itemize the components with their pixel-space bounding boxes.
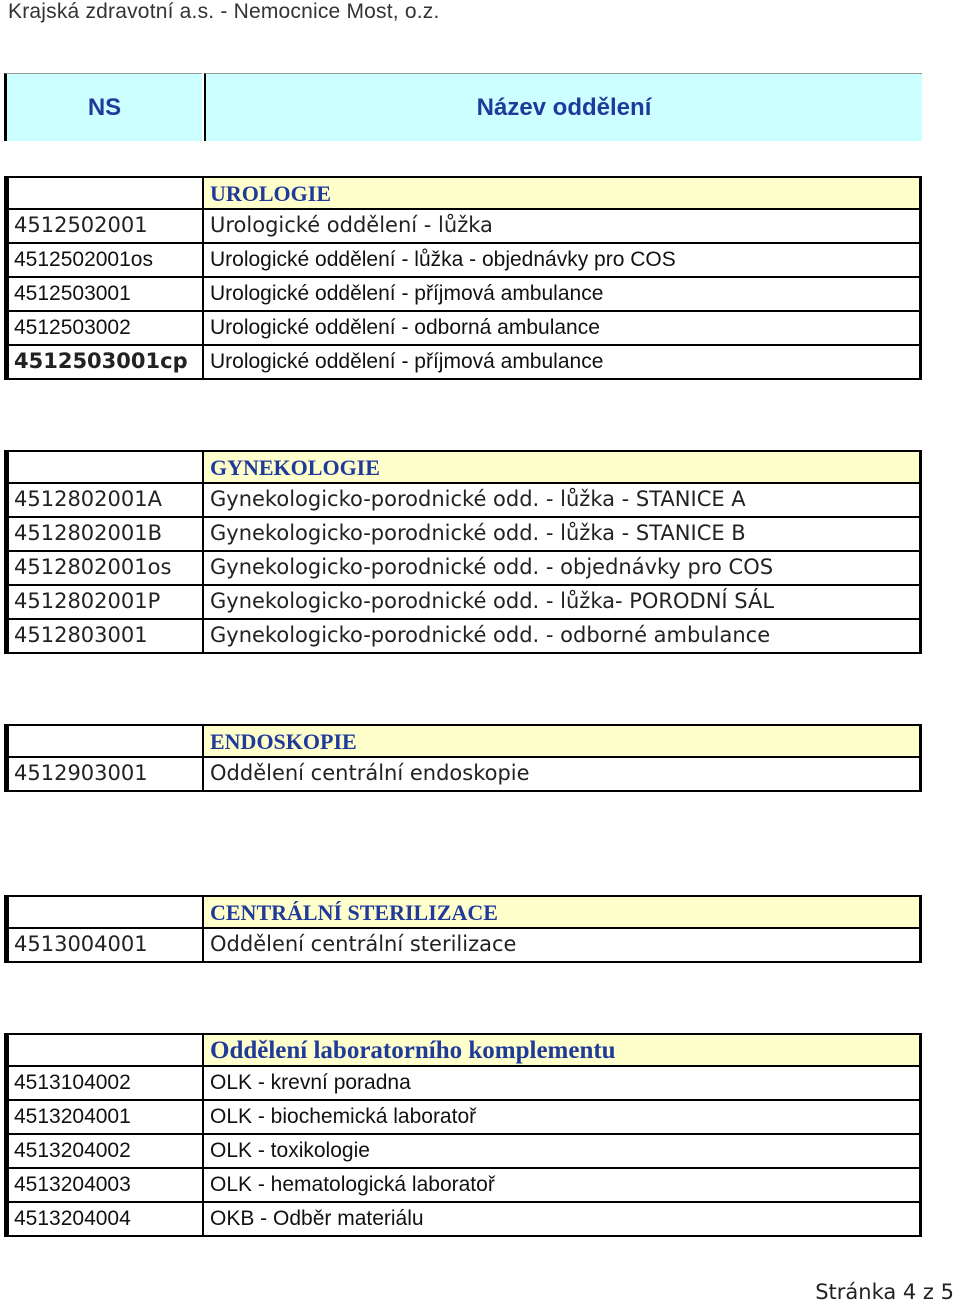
row-code: 4512803001 [4,620,202,654]
header-department-name: Název oddělení [204,73,922,141]
section-title: ENDOSKOPIE [202,724,922,758]
row-name: OLK - hematologická laboratoř [202,1169,922,1203]
table-row [4,758,922,792]
header-ns: NS [4,73,202,141]
table-row [4,1135,922,1169]
row-name: Gynekologicko-porodnické odd. - odborné ambulance [202,620,922,654]
table-row [4,1101,922,1135]
row-name: OLK - toxikologie [202,1135,922,1169]
row-name: OLK - krevní poradna [202,1067,922,1101]
row-name: Urologické oddělení - příjmová ambulance [202,278,922,312]
section-title: UROLOGIE [202,176,922,210]
table-row [4,346,922,380]
document-title: Krajská zdravotní a.s. - Nemocnice Most, o.z. [8,0,440,23]
row-name: Oddělení centrální endoskopie [202,758,922,792]
row-name: Urologické oddělení - lůžka - objednávky pro COS [202,244,922,278]
section-title: CENTRÁLNÍ STERILIZACE [202,895,922,929]
table-row [4,1067,922,1101]
section-endoskopie [4,724,922,792]
row-name: OLK - biochemická laboratoř [202,1101,922,1135]
row-code: 4512503001cp [4,346,202,380]
section-title-row [4,450,922,484]
section-title-code-cell [4,176,202,210]
row-code: 4512502001 [4,210,202,244]
row-code: 4512502001os [4,244,202,278]
row-name: Urologické oddělení - lůžka [202,210,922,244]
section-title-row [4,724,922,758]
table-row [4,278,922,312]
row-code: 4512802001P [4,586,202,620]
table-header [4,73,922,141]
row-code: 4513204001 [4,1101,202,1135]
table-row [4,518,922,552]
table-row [4,586,922,620]
row-code: 4512503002 [4,312,202,346]
row-code: 4513104002 [4,1067,202,1101]
table-row [4,1203,922,1237]
section-title: Oddělení laboratorního komplementu [202,1033,922,1067]
section-centralni-sterilizace [4,895,922,963]
row-name: Gynekologicko-porodnické odd. - objednávky pro COS [202,552,922,586]
row-code: 4512903001 [4,758,202,792]
row-code: 4513204002 [4,1135,202,1169]
section-title-code-cell [4,450,202,484]
section-title-row [4,176,922,210]
section-title-row [4,1033,922,1067]
section-title-code-cell [4,895,202,929]
section-title-code-cell [4,724,202,758]
row-code: 4512503001 [4,278,202,312]
section-title-code-cell [4,1033,202,1067]
section-laboratorni-komplement [4,1033,922,1237]
row-name: OKB - Odběr materiálu [202,1203,922,1237]
table-row [4,312,922,346]
row-code: 4513204003 [4,1169,202,1203]
row-name: Gynekologicko-porodnické odd. - lůžka- PORODNÍ SÁL [202,586,922,620]
row-code: 4512802001A [4,484,202,518]
table-row [4,244,922,278]
table-row [4,210,922,244]
section-gynekologie [4,450,922,654]
row-code: 4513004001 [4,929,202,963]
section-title: GYNEKOLOGIE [202,450,922,484]
row-name: Urologické oddělení - odborná ambulance [202,312,922,346]
section-urologie [4,176,922,380]
table-row [4,929,922,963]
table-row [4,1169,922,1203]
row-name: Gynekologicko-porodnické odd. - lůžka - STANICE B [202,518,922,552]
page-number: Stránka 4 z 5 [815,1280,954,1304]
row-name: Gynekologicko-porodnické odd. - lůžka - STANICE A [202,484,922,518]
table-row [4,484,922,518]
table-row [4,620,922,654]
row-code: 4513204004 [4,1203,202,1237]
section-title-row [4,895,922,929]
row-code: 4512802001os [4,552,202,586]
table-row [4,552,922,586]
row-code: 4512802001B [4,518,202,552]
row-name: Oddělení centrální sterilizace [202,929,922,963]
row-name: Urologické oddělení - příjmová ambulance [202,346,922,380]
